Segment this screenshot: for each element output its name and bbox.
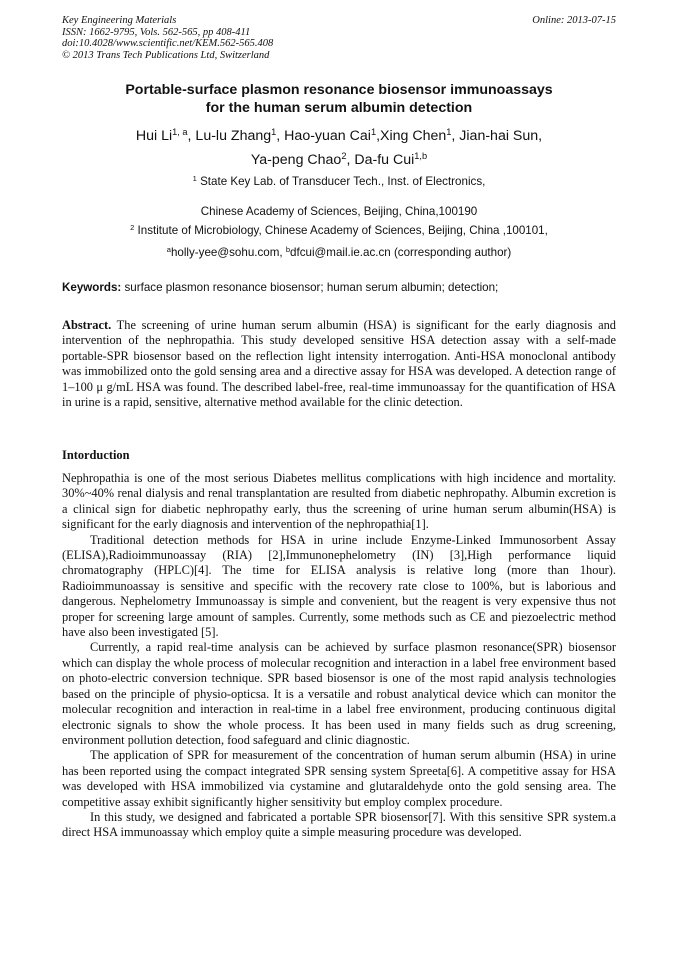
- author-affil-mark: 1,b: [414, 150, 428, 161]
- affiliation-text: State Key Lab. of Transducer Tech., Inst. of Electronics,: [196, 175, 486, 188]
- email-mark: b: [285, 244, 291, 254]
- abstract: [62, 318, 616, 410]
- email-line: [62, 246, 616, 260]
- title-line-1: Portable-surface plasmon resonance biosensor immunoassays: [125, 82, 553, 98]
- intro-paragraph-3: Currently, a rapid real-time analysis can be achieved by surface plasmon resonance(SPR) biosensor which can display the whole process of molecular recognition and interaction in a label free environment based on photo-electric conversion technique. SPR based biosensor is one of the most rapid analysis technologies based on the principle of physio-opticsa. It is a versatile and robust analytical device which can monitor the molecular recognition and interaction in real-time in a label free environment, producing continuous digital electronic signals to show the whole process. It has been used in many fields such as drug screening, environment pollution detection, food safeguard and clinic diagnostic.: [62, 640, 616, 747]
- author-name: Hui Li: [135, 128, 173, 144]
- section-heading: Intorduction: [62, 448, 130, 462]
- abstract-text: The screening of urine human serum albumin (HSA) is significant for the early diagnosis and intervention of the nephropathia. This study developed sensitive HSA detection assay with a self-made portable-SPR biosensor based on the reflection light intensity interrogation. Anti-HSA monoclonal antibody was immobilized onto the gold sensing area and a directive assay for HSA was developed. A detection range of 1–100 μ g/mL HSA was found. The described label-free, real-time immunoassay for the quantification of HSA in urine is a rapid, sensitive, alternative method available for the clinic detection.: [62, 318, 616, 410]
- email-mark: a: [166, 244, 171, 254]
- keywords-label: Keywords:: [62, 281, 122, 294]
- paper-title: [62, 81, 616, 117]
- author-line-2: [62, 148, 616, 172]
- author-name: Ya-peng Chao: [250, 152, 342, 168]
- author-affil-mark: 2: [341, 150, 347, 161]
- author-affil-mark: 1: [271, 126, 277, 137]
- author-name: , Da-fu Cui: [346, 152, 415, 168]
- issn-line: ISSN: 1662-9795, Vols. 562-565, pp 408-411: [62, 26, 251, 38]
- title-line-2: for the human serum albumin detection: [205, 100, 473, 116]
- email-a: holly-yee@sohu.com,: [170, 246, 286, 259]
- author-affil-mark: 1: [446, 126, 452, 137]
- journal-name: Key Engineering Materials: [62, 15, 177, 26]
- author-line-1: [62, 124, 616, 148]
- affil-mark: 2: [130, 222, 135, 232]
- copyright-line: © 2013 Trans Tech Publications Ltd, Switzerland: [62, 49, 270, 61]
- intro-paragraph-2: Traditional detection methods for HSA in urine include Enzyme-Linked Immunosorbent Assay (ELISA),Radioimmunoassay (RIA) [2],Immunonephelometry (IN) [3],High performance liquid chromatography (HPLC)[4]. The time for ELISA analysis is relative long (more than 1hour). Radioimmunoassay is sensitive and specific with the recovery rate close to 100%, but is laborious and dangerous. Nephelometry Immunoassay is simple and convenient, but the reagent is very expensive thus not proper for screening large amount of samples. Currently, some methods such as CE and piezoelectric method have also been investigated [5].: [62, 532, 616, 640]
- author-name: , Lu-lu Zhang: [187, 128, 272, 144]
- author-name: ,Xing Chen: [376, 128, 447, 144]
- email-b: dfcui@mail.ie.ac.cn (corresponding author): [290, 246, 512, 259]
- journal-header: [62, 15, 616, 61]
- author-affil-mark: 1: [370, 126, 377, 137]
- author-list: [62, 124, 616, 172]
- keywords-text: surface plasmon resonance biosensor; human serum albumin; detection;: [121, 281, 499, 294]
- author-name: , Jian-hai Sun,: [451, 128, 543, 144]
- affil-mark: 1: [192, 173, 197, 183]
- affiliation-2: [62, 224, 616, 238]
- keywords: [62, 281, 616, 295]
- intro-paragraph-4: The application of SPR for measurement of the concentration of human serum albumin (HSA) in urine has been reported using the compact integrated SPR sensing system Spreeta[6]. A competitive assay for HSA was developed with HSA immobilized via cystamine and glutaraldehyde onto the gold sensing area. The competitive assay exhibit significantly higher sensitivity but employ complex procedure.: [62, 748, 616, 809]
- affiliation-1-cont: Chinese Academy of Sciences, Beijing, China,100190: [200, 205, 478, 218]
- introduction-body: [62, 471, 616, 841]
- affiliation-text: Institute of Microbiology, Chinese Academy of Sciences, Beijing, China ,100101,: [134, 224, 548, 237]
- abstract-label: Abstract.: [62, 318, 112, 332]
- online-date: Online: 2013-07-15: [532, 15, 616, 26]
- doi-line: doi:10.4028/www.scientific.net/KEM.562-565.408: [62, 38, 274, 49]
- author-affil-mark: 1, a: [172, 126, 188, 137]
- author-name: , Hao-yuan Cai: [276, 128, 371, 144]
- intro-paragraph-1: Nephropathia is one of the most serious Diabetes mellitus complications with high incidence and mortality. 30%~40% renal dialysis and renal transplantation are resulted from diabetic nephropathy. Albumin excretion is a clinical sign for diabetic nephropathy early, thus the screening of urine human serum albumin(HSA) is significant for the early diagnosis and intervention of the nephropathia[1].: [62, 471, 616, 532]
- affiliation-1: [62, 175, 616, 189]
- intro-paragraph-5: In this study, we designed and fabricated a portable SPR biosensor[7]. With this sensitive SPR system.a direct HSA immunoassay which employ quite a simple measuring procedure was developed.: [62, 809, 616, 840]
